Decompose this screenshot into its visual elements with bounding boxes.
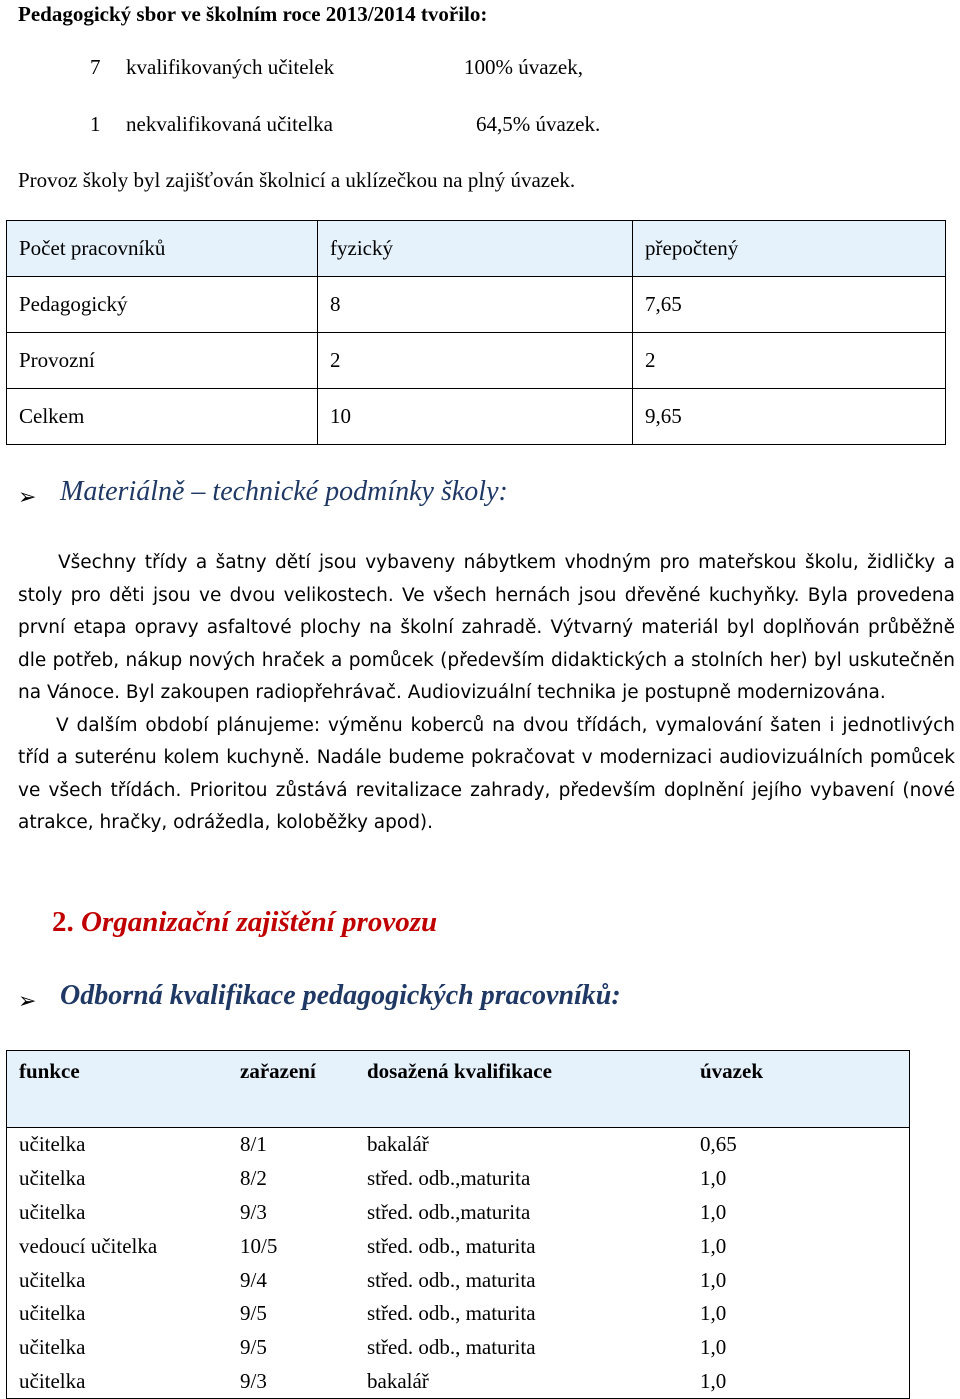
staff-count-table: [6, 220, 946, 445]
bullet-arrow-icon: ➢: [18, 484, 37, 509]
table-cell: 9/3: [240, 1199, 267, 1224]
qualification-table: [6, 1050, 910, 1399]
section-title-qualification: Odborná kvalifikace pedagogických pracovníků:: [60, 980, 621, 1011]
table-cell: učitelka: [19, 1132, 86, 1157]
section-number: 2.: [52, 906, 74, 938]
table-cell: 2: [318, 333, 633, 389]
table-cell: Celkem: [7, 389, 318, 445]
paragraph: V dalším období plánujeme: výměnu koberců na dvou třídách, vymalování šaten i jednotlivých tříd a suterénu kolem kuchyně. Nadále budeme pokračovat v modernizaci audiovizuálních pomůcek ve všech třídách. Prioritou zůstává revitalizace zahrady, především doplnění jejího vybavení (nové atrakce, hračky, odrážedla, koloběžky apod).: [18, 714, 955, 833]
table-row: [7, 1196, 910, 1230]
table-cell: 10: [318, 389, 633, 445]
table-cell: 8: [318, 277, 633, 333]
table-cell: 1,0: [700, 1233, 727, 1258]
table-row: [7, 1128, 910, 1162]
table-cell: 9/4: [240, 1267, 267, 1292]
material-text: [18, 547, 955, 840]
table-row: [7, 1331, 910, 1365]
table-cell: učitelka: [19, 1368, 86, 1393]
table-cell: 9,65: [633, 389, 946, 445]
staff-load: 64,5% úvazek.: [476, 112, 601, 136]
table-header-cell: přepočtený: [633, 221, 946, 277]
staff-load: 100% úvazek,: [464, 55, 583, 79]
table-row: [7, 1162, 910, 1196]
table-header-cell: zařazení: [228, 1051, 355, 1128]
table-row: [7, 277, 946, 333]
paragraph: Všechny třídy a šatny dětí jsou vybaveny nábytkem vhodným pro mateřskou školu, židličky a stoly pro děti jsou ve dvou velikostech. Ve všech hernách jsou dřevěné kuchyňky. Byla provedena první etapa opravy asfaltové plochy na školní zahradě. Výtvarný materiál byl doplňován průběžně dle potřeb, nákup nových hraček a pomůcek (především didaktických a stolních her) byl uskutečněn na Vánoce. Byl zakoupen radiopřehrávač. Audiovizuální technika je postupně modernizována.: [18, 552, 955, 703]
table-cell: střed. odb., maturita: [367, 1335, 536, 1360]
table-cell: 0,65: [700, 1132, 737, 1157]
table-cell: 8/2: [240, 1166, 267, 1191]
table-cell: 9/5: [240, 1301, 267, 1326]
table-cell: učitelka: [19, 1166, 86, 1191]
table-header-cell: funkce: [7, 1051, 229, 1128]
table-cell: 9/3: [240, 1368, 267, 1393]
table-cell: 10/5: [240, 1233, 278, 1258]
table-row: [7, 333, 946, 389]
table-cell: 1,0: [700, 1335, 727, 1360]
table-cell: bakalář: [367, 1368, 429, 1393]
table-row: [7, 1365, 910, 1399]
table-cell: Pedagogický: [7, 277, 318, 333]
table-cell: 1,0: [700, 1166, 727, 1191]
bullet-arrow-icon: ➢: [18, 988, 37, 1013]
staff-label: kvalifikovaných učitelek: [126, 55, 335, 79]
table-cell: střed. odb.,maturita: [367, 1199, 531, 1224]
table-header-cell: fyzický: [318, 221, 633, 277]
table-cell: bakalář: [367, 1132, 429, 1157]
table-cell: 1,0: [700, 1199, 727, 1224]
table-cell: 1,0: [700, 1368, 727, 1393]
table-header-row: [7, 221, 946, 277]
table-cell: vedoucí učitelka: [19, 1233, 158, 1258]
table-cell: střed. odb., maturita: [367, 1267, 536, 1292]
table-cell: učitelka: [19, 1335, 86, 1360]
table-header-row: [7, 1051, 910, 1128]
table-cell: učitelka: [19, 1199, 86, 1224]
table-cell: střed. odb., maturita: [367, 1233, 536, 1258]
staff-heading: Pedagogický sbor ve školním roce 2013/2014 tvořilo:: [18, 2, 488, 26]
table-cell: 8/1: [240, 1132, 267, 1157]
table-row: [7, 1229, 910, 1263]
table-cell: 9/5: [240, 1335, 267, 1360]
section-title: Organizační zajištění provozu: [81, 906, 438, 938]
staff-label: nekvalifikovaná učitelka: [126, 112, 333, 136]
table-cell: učitelka: [19, 1301, 86, 1326]
table-cell: střed. odb., maturita: [367, 1301, 536, 1326]
table-header-cell: úvazek: [688, 1051, 910, 1128]
table-cell: střed. odb.,maturita: [367, 1166, 531, 1191]
staff-count: 7: [90, 55, 101, 79]
section-heading-organization: [52, 906, 437, 939]
table-cell: učitelka: [19, 1267, 86, 1292]
staff-count: 1: [90, 112, 101, 136]
table-cell: 1,0: [700, 1267, 727, 1292]
operations-note: Provoz školy byl zajišťován školnicí a uklízečkou na plný úvazek.: [18, 168, 576, 192]
table-cell: 1,0: [700, 1301, 727, 1326]
table-header-cell: dosažená kvalifikace: [355, 1051, 688, 1128]
table-cell: Provozní: [7, 333, 318, 389]
table-row: [7, 1297, 910, 1331]
table-cell: 2: [633, 333, 946, 389]
table-row: [7, 389, 946, 445]
table-row: [7, 1263, 910, 1297]
table-header-cell: Počet pracovníků: [7, 221, 318, 277]
section-title-material: Materiálně – technické podmínky školy:: [60, 476, 508, 507]
table-cell: 7,65: [633, 277, 946, 333]
